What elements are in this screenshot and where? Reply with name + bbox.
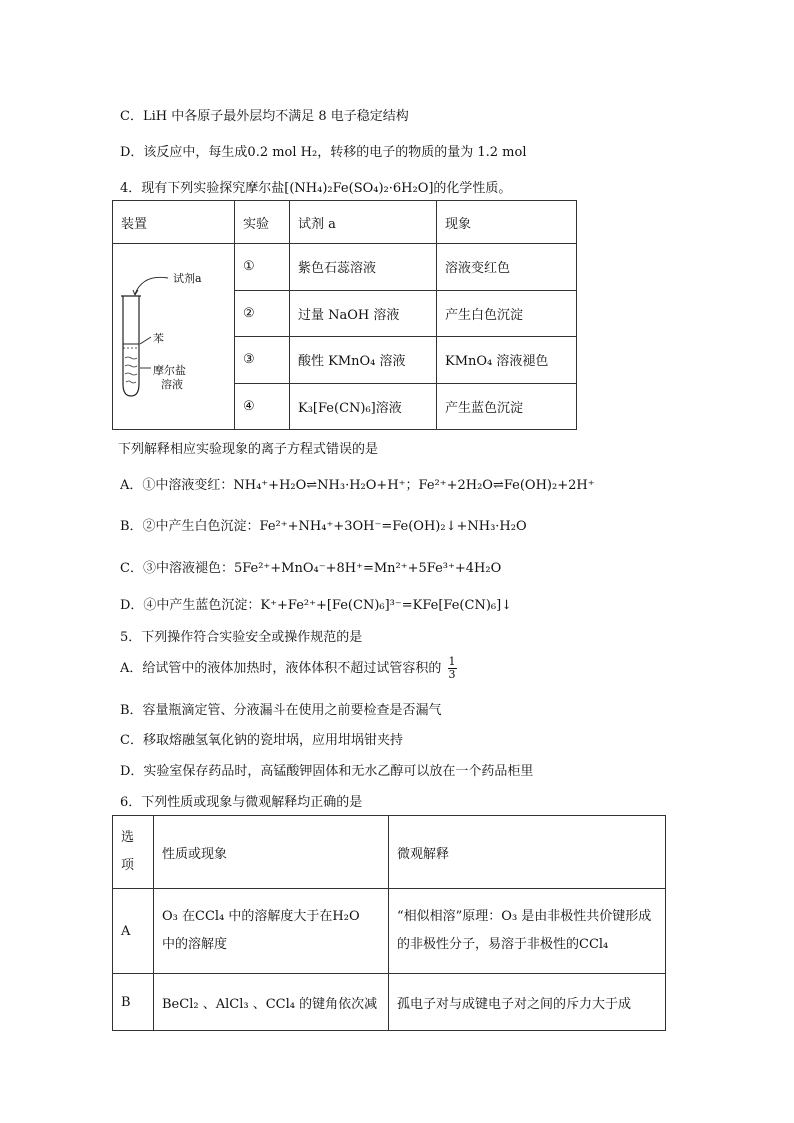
label-benzene: 苯 (153, 332, 164, 345)
q5-option-c: C．移取熔融氢氧化钠的瓷坩埚，应用坩埚钳夹持 (120, 733, 403, 748)
fraction-numerator: 1 (448, 655, 456, 668)
label-moir-salt: 摩尔盐 (153, 364, 186, 377)
reagent-1: 紫色石蕊溶液 (290, 244, 437, 291)
q4-option-b: B．②中产生白色沉淀：Fe²⁺+NH₄⁺+3OH⁻=Fe(OH)₂↓+NH₃·H₂O (120, 519, 527, 534)
q5-option-a (120, 656, 457, 681)
phenomenon-3: KMnO₄ 溶液褪色 (437, 337, 577, 384)
reagent-4: K₃[Fe(CN)₆]溶液 (290, 383, 437, 430)
phenomenon-2: 产生白色沉淀 (437, 290, 577, 337)
reagent-2: 过量 NaOH 溶液 (290, 290, 437, 337)
fraction-denominator: 3 (448, 668, 456, 681)
row-a-explanation (389, 889, 666, 974)
header-option (113, 816, 154, 889)
question-4-prompt: 下列解释相应实验现象的离子方程式错误的是 (118, 442, 379, 457)
row-a-explanation-line-2: 的非极性分子，易溶于非极性的CCl₄ (397, 937, 609, 952)
row-b-explanation: 孤电子对与成键电子对之间的斥力大于成 (389, 974, 666, 1031)
exp-3: ③ (235, 337, 290, 384)
header-property: 性质或现象 (154, 816, 389, 889)
q5-option-a-text: A．给试管中的液体加热时，液体体积不超过试管容积的 (120, 661, 442, 676)
row-b-option: B (113, 974, 154, 1031)
header-option-line-1: 选 (121, 830, 135, 845)
header-reagent: 试剂 a (290, 201, 437, 244)
experiment-table (112, 200, 577, 430)
header-experiment: 实验 (235, 201, 290, 244)
exp-2: ② (235, 290, 290, 337)
row-a-option: A (113, 889, 154, 974)
row-a-property (154, 889, 389, 974)
exp-4: ④ (235, 383, 290, 430)
q5-option-b: B．容量瓶滴定管、分液漏斗在使用之前要检查是否漏气 (120, 703, 442, 718)
header-apparatus: 装置 (113, 201, 235, 244)
header-explanation: 微观解释 (389, 816, 666, 889)
q4-option-c: C．③中溶液褪色：5Fe²⁺+MnO₄⁻+8H⁺=Mn²⁺+5Fe³⁺+4H₂O (120, 561, 502, 576)
question-5-stem: 5．下列操作符合实验安全或操作规范的是 (120, 630, 363, 645)
label-reagent-a: 试剂a (173, 272, 202, 285)
row-b-property: BeCl₂ 、AlCl₃ 、CCl₄ 的键角依次减 (154, 974, 389, 1031)
property-explanation-table (112, 815, 666, 1031)
question-4-stem: 4．现有下列实验探究摩尔盐[(NH₄)₂Fe(SO₄)₂·6H₂O]的化学性质。 (120, 181, 512, 196)
phenomenon-4: 产生蓝色沉淀 (437, 383, 577, 430)
row-a-property-line-1: O₃ 在CCl₄ 中的溶解度大于在H₂O (162, 909, 360, 924)
phenomenon-1: 溶液变红色 (437, 244, 577, 291)
option-d-prev: D．该反应中，每生成0.2 mol H₂，转移的电子的物质的量为 1.2 mol (120, 145, 527, 160)
fraction-one-third (448, 656, 457, 681)
option-c-prev: C．LiH 中各原子最外层均不满足 8 电子稳定结构 (120, 109, 409, 124)
apparatus-diagram-cell (113, 244, 235, 430)
row-a-explanation-line-1: “相似相溶”原理：O₃ 是由非极性共价键形成 (397, 909, 652, 924)
question-6-stem: 6．下列性质或现象与微观解释均正确的是 (120, 795, 363, 810)
q5-option-d: D．实验室保存药品时，高锰酸钾固体和无水乙醇可以放在一个药品柜里 (120, 764, 534, 779)
q4-option-a: A．①中溶液变红：NH₄⁺+H₂O⇌NH₃·H₂O+H⁺；Fe²⁺+2H₂O⇌Fe(OH)₂+2H⁺ (120, 478, 595, 493)
label-solution: 溶液 (161, 378, 183, 391)
q4-option-d: D．④中产生蓝色沉淀：K⁺+Fe²⁺+[Fe(CN)₆]³⁻=KFe[Fe(CN)₆]↓ (120, 598, 513, 613)
header-phenomenon: 现象 (437, 201, 577, 244)
exp-1: ① (235, 244, 290, 291)
reagent-3: 酸性 KMnO₄ 溶液 (290, 337, 437, 384)
row-a-property-line-2: 中的溶解度 (162, 937, 228, 952)
header-option-line-2: 项 (121, 858, 135, 873)
